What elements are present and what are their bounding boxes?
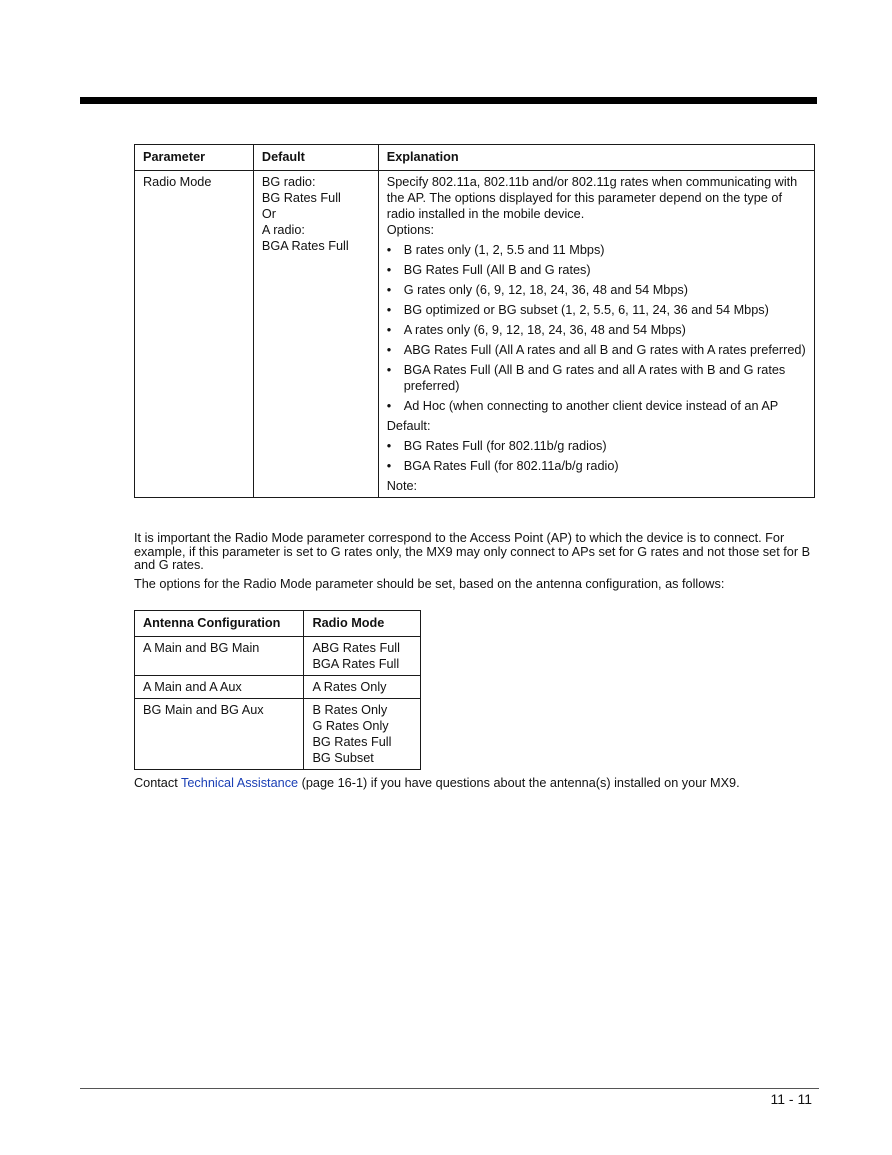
- cell-modes: [304, 676, 421, 699]
- bullet-icon: •: [386, 303, 392, 317]
- bullet-icon: •: [386, 459, 392, 473]
- bullet-icon: •: [386, 343, 392, 357]
- explanation-intro: Specify 802.11a, 802.11b and/or 802.11g rates when communicating with the AP. The options displayed for this parameter depend on the type of radio installed in the mobile device.: [386, 175, 798, 221]
- antenna-intro-paragraph: The options for the Radio Mode parameter should be set, based on the antenna configuration, as follows:: [134, 577, 725, 591]
- note-label: Note:: [386, 479, 418, 493]
- table-header-row: [135, 611, 421, 637]
- table-header-row: [135, 145, 815, 171]
- cell-modes: [304, 699, 421, 770]
- option-item: • B rates only (1, 2, 5.5 and 11 Mbps): [386, 243, 605, 257]
- contact-text: Contact: [134, 776, 182, 790]
- default-line: Or: [261, 207, 277, 221]
- radio-mode-parameter-table: [134, 144, 815, 498]
- mode-line: BGA Rates Full: [312, 657, 400, 671]
- cell-modes: [304, 637, 421, 676]
- table-row: [135, 637, 421, 676]
- mode-line: ABG Rates Full: [312, 641, 400, 655]
- mode-line: A Rates Only: [312, 680, 387, 694]
- table-row: [135, 171, 815, 498]
- options-label: Options:: [386, 223, 434, 237]
- header-radio-mode: Radio Mode: [304, 611, 421, 637]
- default-item: • BGA Rates Full (for 802.11a/b/g radio): [386, 459, 619, 473]
- bullet-icon: •: [386, 263, 392, 277]
- radio-mode-paragraph: It is important the Radio Mode parameter correspond to the Access Point (AP) to which the device is to connect. For example, if this parameter is set to G rates only, the MX9 may only connect to APs set for G rates and not those set for B and G rates.: [134, 531, 811, 572]
- mode-line: BG Rates Full: [312, 735, 392, 749]
- option-item: • Ad Hoc (when connecting to another client device instead of an AP: [386, 399, 779, 413]
- antenna-configuration-table: [134, 610, 421, 770]
- table-row: [135, 699, 421, 770]
- bullet-icon: •: [386, 323, 392, 337]
- cell-parameter: Radio Mode: [135, 171, 254, 498]
- default-line: BG radio:: [261, 175, 316, 189]
- technical-assistance-link[interactable]: Technical Assistance: [181, 776, 299, 790]
- option-item: • ABG Rates Full (All A rates and all B and G rates with A rates preferred): [386, 343, 806, 357]
- contact-text: (page 16-1) if you have questions about the antenna(s) installed on your MX9.: [298, 776, 740, 790]
- footer-rule: [80, 1088, 819, 1089]
- default-line: A radio:: [261, 223, 305, 237]
- cell-config: A Main and A Aux: [135, 676, 304, 699]
- default-label: Default:: [386, 419, 431, 433]
- cell-default: [253, 171, 378, 498]
- table-row: [135, 676, 421, 699]
- bullet-icon: •: [386, 283, 392, 297]
- option-item: • BG Rates Full (All B and G rates): [386, 263, 591, 277]
- header-antenna-configuration: Antenna Configuration: [135, 611, 304, 637]
- option-item: • A rates only (6, 9, 12, 18, 24, 36, 48 and 54 Mbps): [386, 323, 686, 337]
- page-number: 11 - 11: [770, 1091, 812, 1107]
- contact-paragraph: [134, 777, 816, 791]
- bullet-icon: •: [386, 363, 392, 377]
- mode-line: G Rates Only: [312, 719, 389, 733]
- bullet-icon: •: [386, 243, 392, 257]
- header-parameter: Parameter: [135, 145, 254, 171]
- bullet-icon: •: [386, 399, 392, 413]
- option-item: • BG optimized or BG subset (1, 2, 5.5, 6, 11, 24, 36 and 54 Mbps): [386, 303, 769, 317]
- default-line: BGA Rates Full: [261, 239, 349, 253]
- mode-line: BG Subset: [312, 751, 374, 765]
- bullet-icon: •: [386, 439, 392, 453]
- header-rule: [80, 97, 817, 104]
- option-item: • BGA Rates Full (All B and G rates and all A rates with B and G rates preferred): [386, 363, 786, 393]
- cell-config: BG Main and BG Aux: [135, 699, 304, 770]
- mode-line: B Rates Only: [312, 703, 388, 717]
- default-line: BG Rates Full: [261, 191, 341, 205]
- cell-explanation: [378, 171, 814, 498]
- cell-config: A Main and BG Main: [135, 637, 304, 676]
- header-default: Default: [253, 145, 378, 171]
- header-explanation: Explanation: [378, 145, 814, 171]
- option-item: • G rates only (6, 9, 12, 18, 24, 36, 48 and 54 Mbps): [386, 283, 688, 297]
- default-item: • BG Rates Full (for 802.11b/g radios): [386, 439, 607, 453]
